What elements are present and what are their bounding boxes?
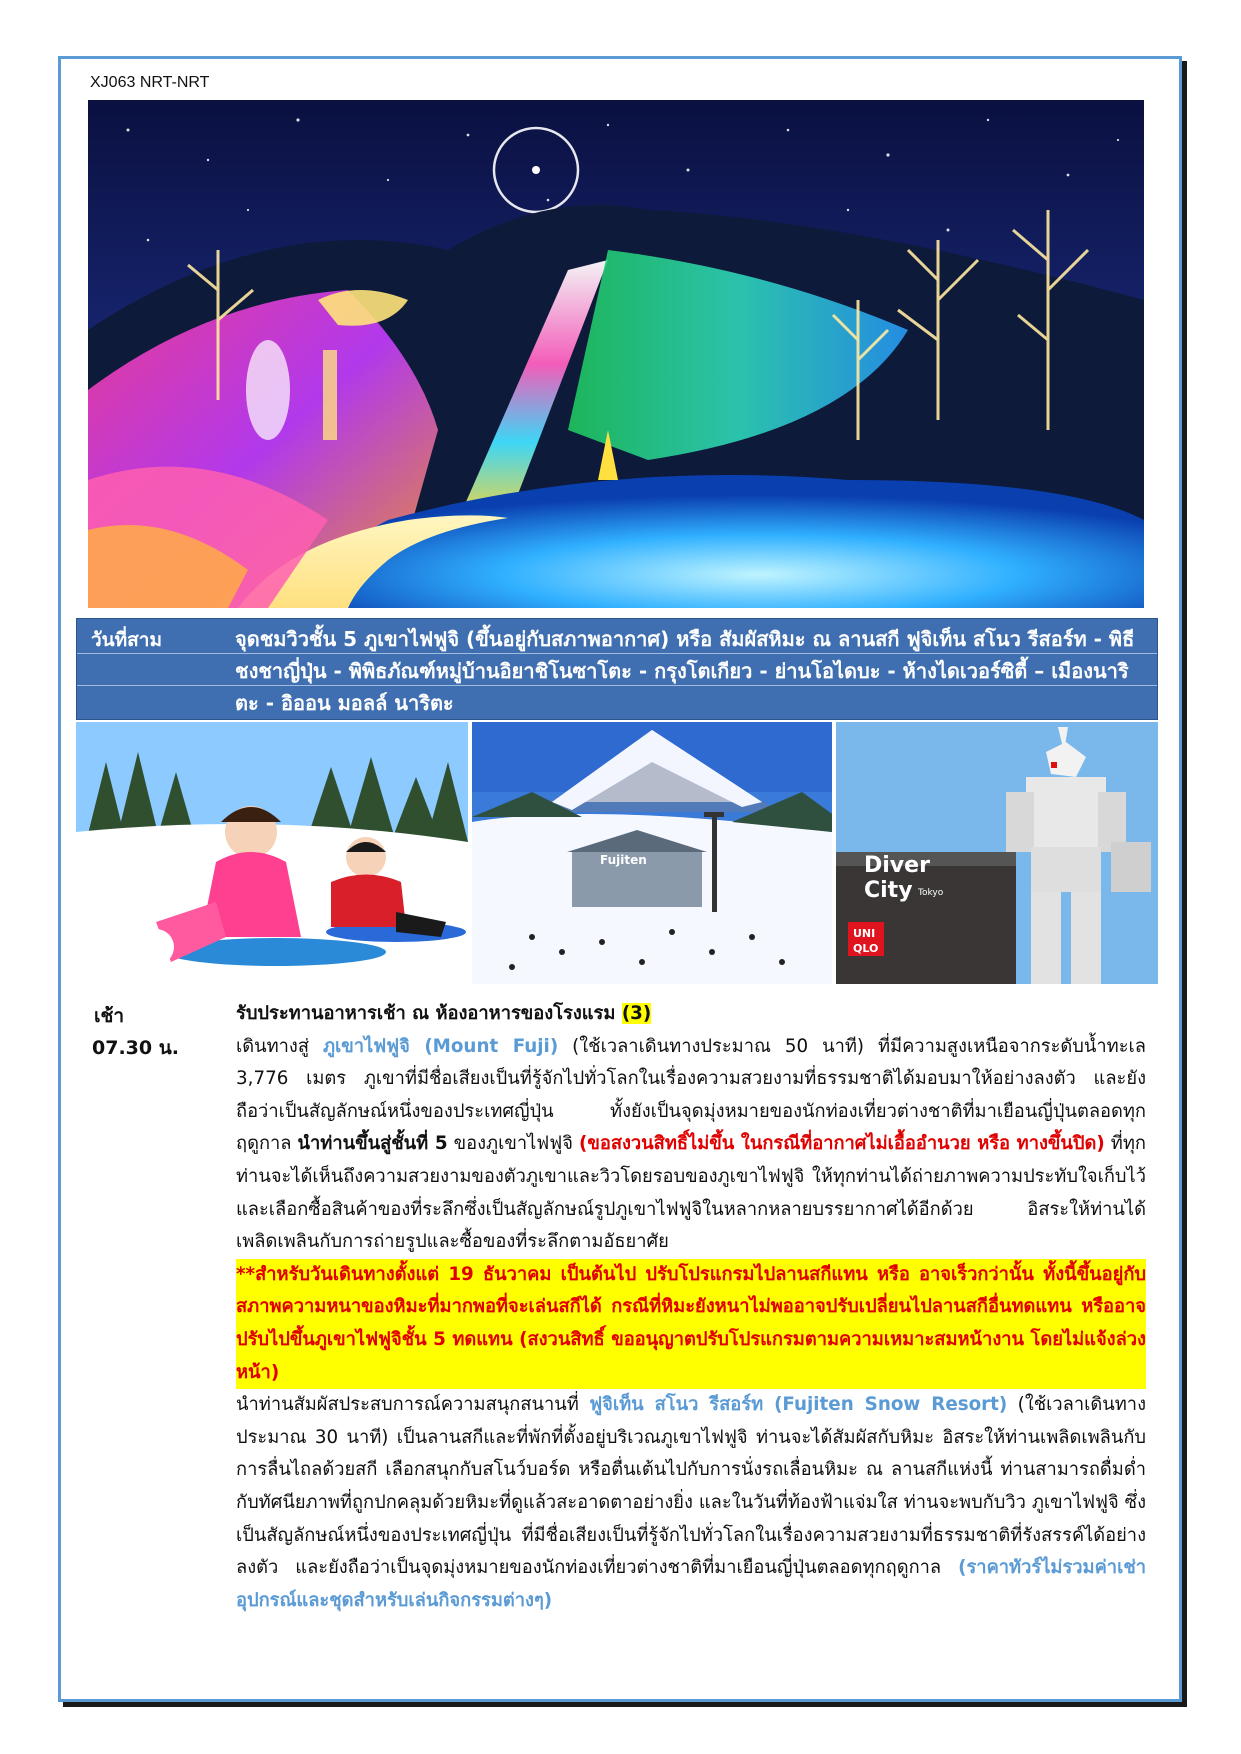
fujiten-resort-text: ฟูจิเท็น สโนว รีสอร์ท (Fujiten Snow Resort) — [589, 1394, 1008, 1416]
divercity-sign-line1: Diver — [864, 853, 930, 878]
p1-b: (ใช้เวลาเดินทางประมาณ 50 นาที) ที่มีความสูงเหนือจากระดับน้ำทะเล 3,776 เมตร ภูเขาที่มีชื่อเสียงเป็นที่รู้จักไปทั่วโลกในเรื่องความสวยงามที่ธรรมชาติได้มอบมาให้อย่างลงตัว และยังถือว่าเป็นสัญลักษณ์หนึ่งของประเทศญี่ปุ่น ทั้งยังเป็นจุดมุ่งหมายของนักท่องเที่ยวต่างชาติที่มาเยือนญี่ปุ่นตลอดทุกฤดูกาล — [236, 1035, 1146, 1155]
paragraph-mount-fuji — [236, 1031, 1146, 1259]
day-title: จุดชมวิวชั้น 5 ภูเขาไฟฟูจิ (ขึ้นอยู่กับสภาพอากาศ) หรือ สัมผัสหิมะ ณ ลานสกี ฟูจิเท็น สโนว รีสอร์ท - พิธีชงชาญี่ปุ่น - พิพิธภัณฑ์หมู่บ้านอิยาชิโนซาโตะ - กรุงโตเกียว - ย่านโอไดบะ - ห้างไดเวอร์ซิตี้ – เมืองนาริตะ - อิออน มอลล์ นาริตะ — [235, 627, 1135, 715]
time-morning: เช้า — [94, 1005, 125, 1027]
day-heading-band — [76, 618, 1158, 720]
p1-d: ที่ทุกท่านจะได้เห็นถึงความสวยงามของตัวภูเขาและวิวโดยรอบของภูเขาไฟฟูจิ ให้ทุกท่านได้ถ่ายภาพความประทับใจเก็บไว้และเลือกซื้อสินค้าของที่ระลึกซึ่งเป็นสัญลักษณ์รูปภูเขาไฟฟูจิในหลากหลายบรรยากาศได้อีกด้วย อิสระให้ท่านได้เพลิดเพลินกับการถ่ายรูปและซื้อของที่ระลึกตามอัธยาศัย — [236, 1133, 1146, 1253]
divercity-sign-line2: City — [864, 878, 913, 903]
tour-code: XJ063 NRT-NRT — [90, 74, 210, 91]
photo-divercity-gundam — [836, 722, 1158, 984]
photo-kids-sledding — [76, 722, 468, 984]
paragraph-fujiten — [236, 1389, 1146, 1617]
mount-fuji-link-text: ภูเขาไฟฟูจิ (Mount Fuji) — [322, 1035, 559, 1057]
p2-a: นำท่านสัมผัสประสบการณ์ความสนุกสนานที่ — [236, 1394, 590, 1416]
time-0730: 07.30 น. — [92, 1037, 179, 1059]
day-label: วันที่สาม — [91, 629, 162, 651]
breakfast-text: รับประทานอาหารเช้า ณ ห้องอาหารของโรงแรม — [236, 1003, 616, 1024]
price-note: (ราคาทัวร์ไม่รวมค่าเช่าอุปกรณ์และชุดสำหรับเล่นกิจกรรมต่างๆ) — [236, 1557, 1146, 1611]
itinerary-body — [236, 998, 1146, 1617]
p1-disclaimer: (ขอสงวนสิทธิ์ไม่ขึ้น ในกรณีที่อากาศไม่เอื้ออำนวย หรือ ทางขึ้นปิด) — [578, 1133, 1105, 1155]
p2-b: (ใช้เวลาเดินทางประมาณ 30 นาที) เป็นลานสกีและที่พักที่ตั้งอยู่บริเวณภูเขาไฟฟูจิ ท่านจะได้สัมผัสกับหิมะ อิสระให้ท่านเพลิดเพลินกับการลื่นไถลด้วยสกี เลือกสนุกกับสโนว์บอร์ด หรือตื่นเต้นไปกับการนั่งรถเลื่อนหิมะ ณ ลานสกีแห่งนี้ ท่านสามารถดื่มด่ำกับทัศนียภาพที่ถูกปกคลุมด้วยหิมะที่ดูแล้วสะอาดตาอย่างยิ่ง และในวันที่ท้องฟ้าแจ่มใส ท่านจะพบกับวิว ภูเขาไฟฟูจิ ซึ่งเป็นสัญลักษณ์หนึ่งของประเทศญี่ปุ่น ที่มีชื่อเสียงเป็นที่รู้จักไปทั่วโลกในเรื่องความสวยงามที่ธรรมชาติที่รังสรรค์ได้อย่างลงตัว และยังถือว่าเป็นจุดมุ่งหมายของนักท่องเที่ยวต่างชาติที่มาเยือนญี่ปุ่นตลอดทุกฤดูกาล — [236, 1394, 1146, 1579]
breakfast-line — [236, 998, 1146, 1031]
ski-notice: **สำหรับวันเดินทางตั้งแต่ 19 ธันวาคม เป็นต้นไป ปรับโปรแกรมไปลานสกีแทน หรือ อาจเร็วกว่านั้น ทั้งนี้ขึ้นอยู่กับสภาพความหนาของหิมะที่มากพอที่จะเล่นสกีได้ กรณีที่หิมะยังหนาไม่พออาจปรับเปลี่ยนไปลานสกีอื่นทดแทน หรืออาจปรับไปขึ้นภูเขาไฟฟูจิชั้น 5 ทดแทน (สงวนสิทธิ์ ขออนุญาตปรับโปรแกรมตามความเหมาะสมหน้างาน โดยไม่แจ้งล่วงหน้า) — [236, 1259, 1146, 1389]
divercity-sign-small: Tokyo — [918, 888, 944, 898]
p1-c: ของภูเขาไฟฟูจิ — [447, 1133, 579, 1155]
p1-station5: นำท่านขึ้นสู่ชั้นที่ 5 — [297, 1133, 448, 1155]
hero-illumination-image — [88, 100, 1144, 608]
uniqlo-line2: QLO — [853, 942, 879, 955]
fujiten-sign: Fujiten — [600, 853, 647, 867]
p1-a: เดินทางสู่ — [236, 1035, 323, 1057]
time-column — [92, 1000, 222, 1064]
uniqlo-line1: UNI — [853, 927, 876, 940]
photo-fujiten-ski-resort — [472, 722, 832, 984]
meal-number: (3) — [621, 1003, 652, 1024]
